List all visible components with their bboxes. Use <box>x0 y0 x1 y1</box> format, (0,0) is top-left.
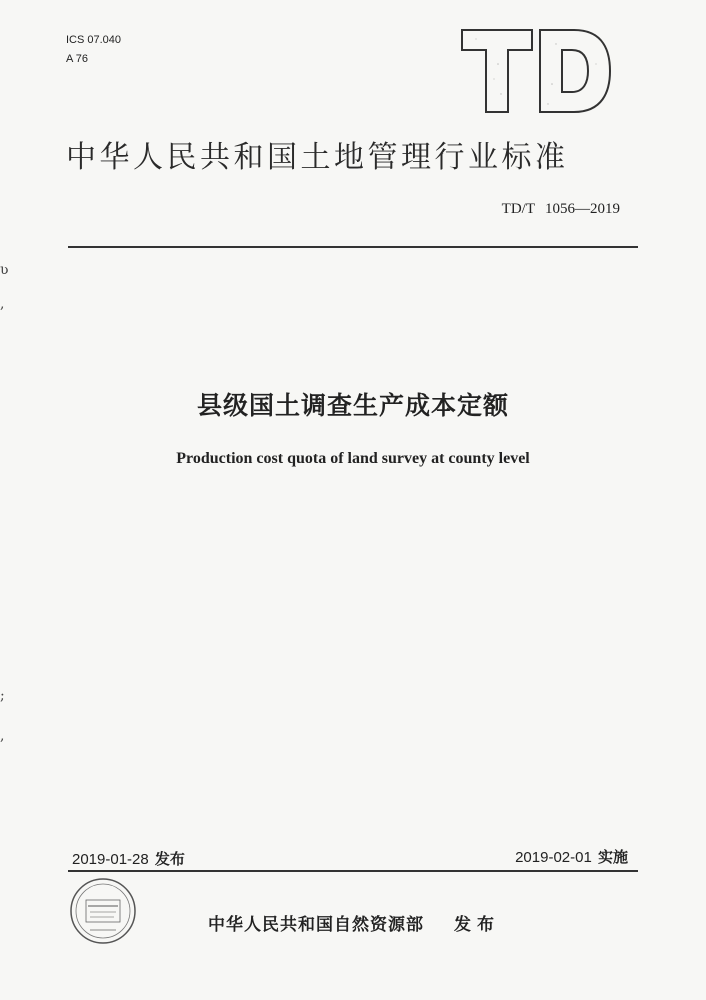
document-title-chinese: 县级国土调查生产成本定额 <box>196 391 509 420</box>
standard-number <box>502 201 620 218</box>
stamp-seal <box>68 876 138 946</box>
issuer-name: 中华人民共和国自然资源部 <box>208 915 424 935</box>
standard-code: 1056—2019 <box>545 201 620 217</box>
implementation-date-value: 2019-02-01 <box>515 849 592 866</box>
td-logo <box>456 24 616 116</box>
scan-edge-mark: ; <box>0 688 5 704</box>
footer-divider <box>68 870 638 872</box>
issue-date <box>72 848 185 869</box>
issue-date-value: 2019-01-28 <box>72 851 149 868</box>
implementation-date-label: 实施 <box>597 848 628 866</box>
scan-edge-mark: ʋ <box>0 262 9 278</box>
issuing-authority <box>208 910 500 935</box>
scan-edge-mark: , <box>0 296 5 312</box>
classification-codes <box>66 31 121 69</box>
issuing-organization-title: 中华人民共和国土地管理行业标准 <box>66 140 569 175</box>
ics-code: ICS 07.040 <box>66 34 122 46</box>
issue-date-label: 发布 <box>154 850 185 868</box>
standard-prefix: TD/T <box>501 201 535 217</box>
issuer-verb: 发布 <box>454 915 500 935</box>
scan-edge-mark: , <box>0 728 5 744</box>
header-divider <box>68 246 638 248</box>
document-title-english: Production cost quota of land survey at county level <box>176 450 530 467</box>
ccs-code: A 76 <box>66 53 89 65</box>
implementation-date <box>515 846 628 867</box>
